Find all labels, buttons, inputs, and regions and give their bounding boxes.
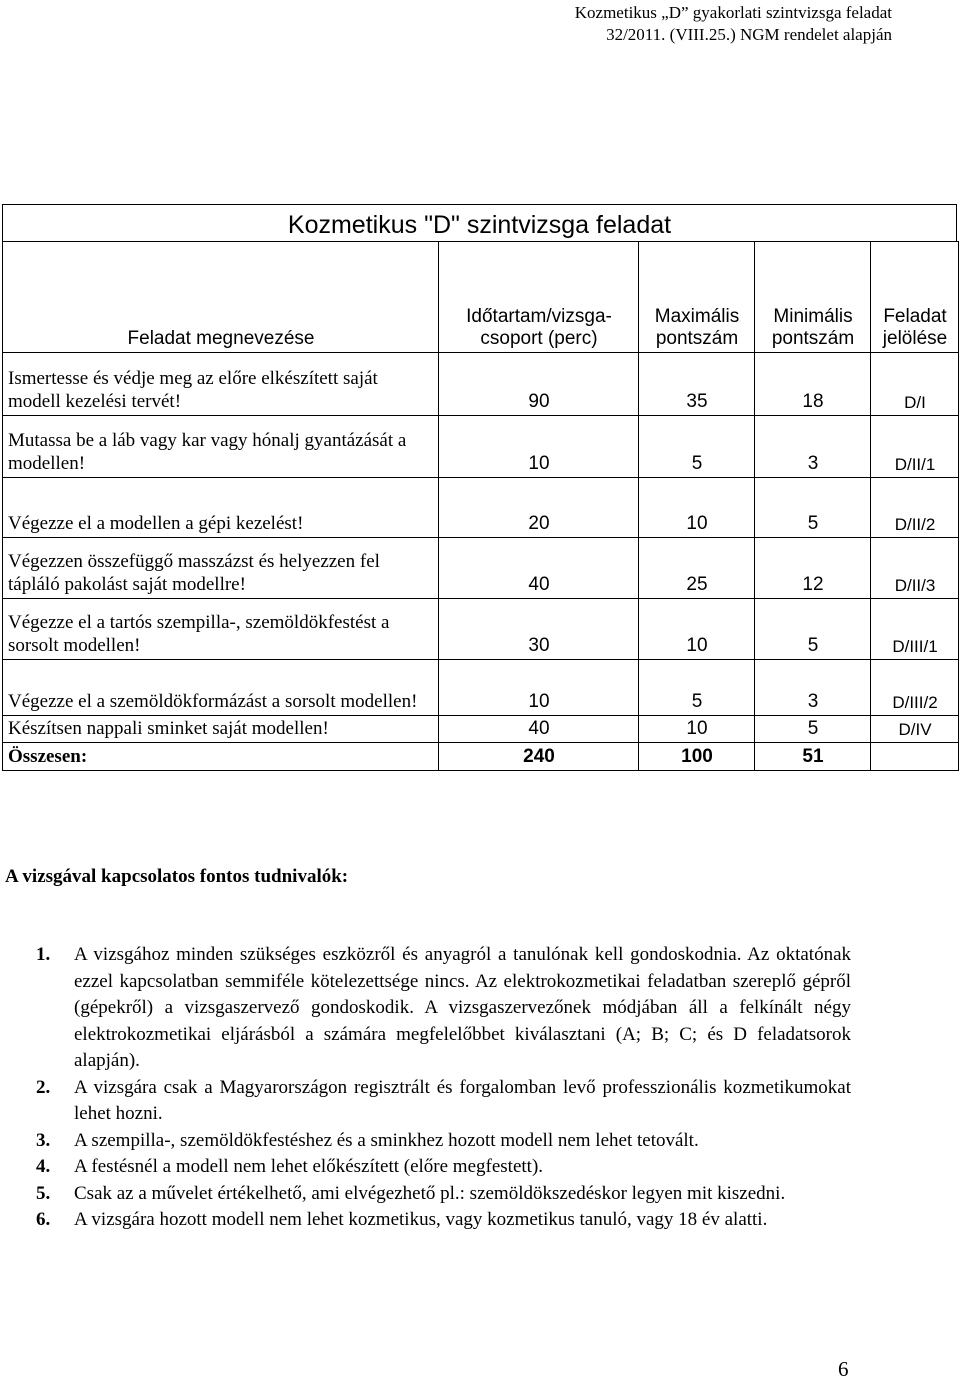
col-header-min: Minimális pontszám — [755, 242, 871, 353]
min-cell: 5 — [755, 478, 871, 538]
list-item-text: Csak az a művelet értékelhető, ami elvégezhető pl.: szemöldökszedéskor legyen mit kiszedni. — [74, 1182, 786, 1204]
total-label-cell: Összesen: — [3, 743, 439, 771]
task-cell: Mutassa be a láb vagy kar vagy hónalj gyantázását a modellen! — [3, 416, 439, 478]
list-item-text: A festésnél a modell nem lehet előkészített (előre megfestett). — [74, 1156, 544, 1177]
table-row — [3, 478, 959, 538]
header-line-1: Kozmetikus „D” gyakorlati szintvizsga feladat — [574, 3, 892, 22]
max-cell: 25 — [639, 538, 755, 599]
list-item-text: A vizsgára hozott modell nem lehet kozmetikus, vagy kozmetikus tanuló, vagy 18 év alatti. — [74, 1209, 768, 1230]
task-table — [2, 241, 959, 771]
page-header — [575, 2, 892, 46]
task-cell: Végezze el a tartós szempilla-, szemöldökfestést a sorsolt modellen! — [3, 599, 439, 660]
max-cell: 5 — [639, 416, 755, 478]
list-item — [36, 942, 851, 1075]
task-cell: Végezzen összefüggő masszázst és helyezzen fel tápláló pakolást saját modellre! — [3, 538, 439, 599]
table-row — [3, 353, 959, 416]
total-min-cell: 51 — [755, 743, 871, 771]
page-number: 6 — [838, 1357, 849, 1381]
list-item-number: 1. — [36, 944, 51, 965]
list-item-number: 4. — [36, 1156, 51, 1177]
notes-list — [36, 942, 851, 1234]
list-item-text: A vizsgához minden szükséges eszközről és anyagról a tanulónak kell gondoskodnia. Az oktatónak ezzel kapcsolatban semmiféle kötelezettsége nincs. Az elektrokozmetikai feladatban szereplő gépről (gépekről) a vizsgaszervező gondoskodik. A vizsgaszervezőnek módjában áll a felkínált négy elektrokozmetikai eljárásból a számára megfelelőbbet kiválasztani (A; B; C; és D feladatsorok alapján). — [74, 944, 851, 1071]
list-item — [36, 1128, 851, 1155]
duration-cell: 20 — [439, 478, 639, 538]
min-cell: 12 — [755, 538, 871, 599]
title-box — [2, 204, 957, 242]
code-cell: D/III/1 — [871, 599, 959, 660]
code-cell: D/IV — [871, 716, 959, 743]
max-cell: 35 — [639, 353, 755, 416]
col-header-duration: Időtartam/vizsga-csoport (perc) — [439, 242, 639, 353]
document-title: Kozmetikus "D" szintvizsga feladat — [287, 211, 672, 239]
code-cell: D/II/1 — [871, 416, 959, 478]
list-item-text: A vizsgára csak a Magyarországon regisztrált és forgalomban levő professzionális kozmetikumokat lehet hozni. — [74, 1076, 851, 1124]
code-cell: D/II/3 — [871, 538, 959, 599]
list-item — [36, 1154, 851, 1181]
task-cell: Végezze el a szemöldökformázást a sorsolt modellen! — [3, 660, 439, 716]
duration-cell: 40 — [439, 716, 639, 743]
list-item — [36, 1181, 851, 1208]
col-header-code: Feladat jelölése — [871, 242, 959, 353]
duration-cell: 10 — [439, 660, 639, 716]
col-header-max: Maximális pontszám — [639, 242, 755, 353]
total-code-cell — [871, 743, 959, 771]
code-cell: D/III/2 — [871, 660, 959, 716]
min-cell: 3 — [755, 660, 871, 716]
table-row — [3, 416, 959, 478]
header-line-2: 32/2011. (VIII.25.) NGM rendelet alapján — [606, 25, 892, 44]
list-item-number: 6. — [36, 1209, 51, 1230]
max-cell: 10 — [639, 716, 755, 743]
duration-cell: 40 — [439, 538, 639, 599]
max-cell: 10 — [639, 599, 755, 660]
table-row — [3, 716, 959, 743]
list-item — [36, 1075, 851, 1128]
notes-heading: A vizsgával kapcsolatos fontos tudnivalók: — [5, 866, 349, 887]
min-cell: 5 — [755, 599, 871, 660]
total-duration-cell: 240 — [439, 743, 639, 771]
min-cell: 18 — [755, 353, 871, 416]
code-cell: D/II/2 — [871, 478, 959, 538]
list-item-number: 5. — [36, 1182, 51, 1204]
duration-cell: 90 — [439, 353, 639, 416]
list-item — [36, 1207, 851, 1234]
max-cell: 5 — [639, 660, 755, 716]
table-header-row — [3, 242, 959, 353]
task-cell: Ismertesse és védje meg az előre elkészített saját modell kezelési tervét! — [3, 353, 439, 416]
list-item-number: 2. — [36, 1076, 51, 1098]
min-cell: 3 — [755, 416, 871, 478]
table-row — [3, 599, 959, 660]
task-cell: Végezze el a modellen a gépi kezelést! — [3, 478, 439, 538]
max-cell: 10 — [639, 478, 755, 538]
list-item-text: A szempilla-, szemöldökfestéshez és a sminkhez hozott modell nem lehet tetovált. — [74, 1129, 699, 1151]
table-total-row — [3, 743, 959, 771]
duration-cell: 10 — [439, 416, 639, 478]
task-cell: Készítsen nappali sminket saját modellen! — [3, 716, 439, 743]
table-row — [3, 538, 959, 599]
min-cell: 5 — [755, 716, 871, 743]
total-max-cell: 100 — [639, 743, 755, 771]
code-cell: D/I — [871, 353, 959, 416]
table-row — [3, 660, 959, 716]
duration-cell: 30 — [439, 599, 639, 660]
col-header-task: Feladat megnevezése — [3, 242, 439, 353]
list-item-number: 3. — [36, 1129, 51, 1151]
